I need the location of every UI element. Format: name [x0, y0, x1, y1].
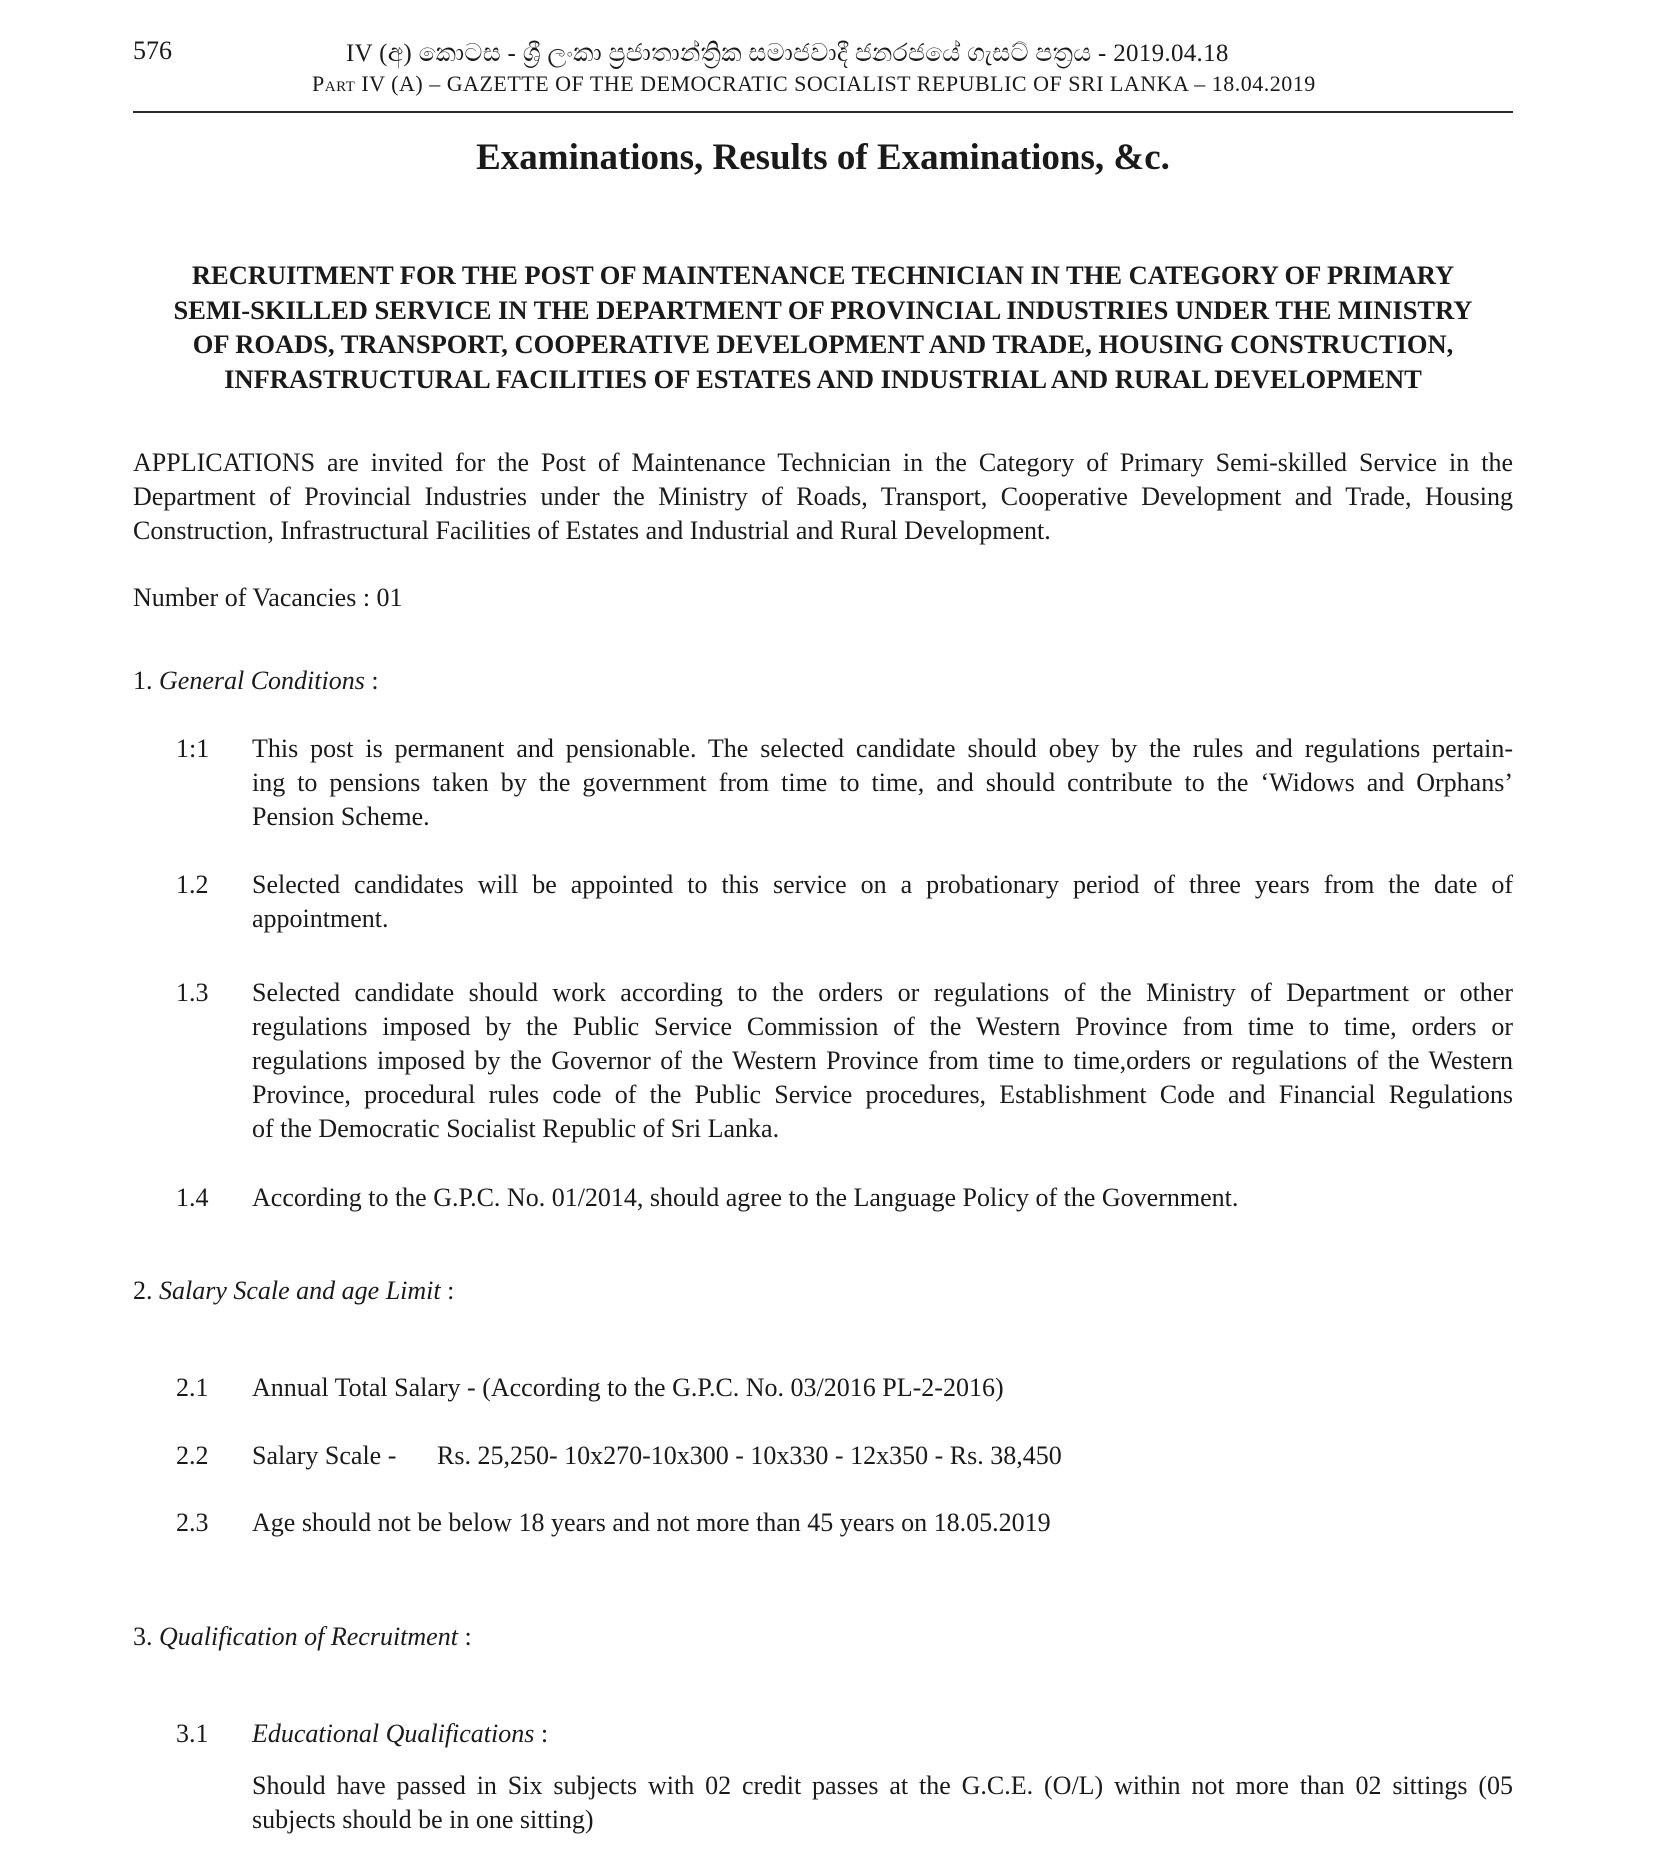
- item-text: [252, 1439, 1513, 1473]
- item-number: 1.3: [176, 978, 209, 1007]
- section-number: 2.: [133, 1276, 153, 1305]
- intro-paragraph: APPLICATIONS are invited for the Post of Maintenance Technician in the Category of Primary Semi-skilled Service in the Department of Provincial Industries under the Ministry of Roads, Transport, Cooperative Development and Trade, Housing Construction, Infrastructural Facilities of Estates and Industrial and Rural Development.: [133, 448, 1513, 545]
- subsection-colon: :: [534, 1719, 549, 1748]
- item-line: regulations imposed by the Governor of the Western Province from time to time,orders or regulations of the Western: [252, 1046, 1513, 1075]
- section-colon: :: [364, 666, 379, 695]
- salary-scale-label: Salary Scale -: [252, 1441, 397, 1470]
- item-number: 2.2: [176, 1441, 209, 1470]
- notice-heading-line: OF ROADS, TRANSPORT, COOPERATIVE DEVELOPMENT AND TRADE, HOUSING CONSTRUCTION,: [192, 329, 1454, 359]
- item-line: Selected candidates will be appointed to this service on a probationary period of three years from the date of: [252, 870, 1513, 899]
- subsection-title: Educational Qualifications: [252, 1719, 535, 1748]
- salary-scale-value: Rs. 25,250- 10x270-10x300 - 10x330 - 12x350 - Rs. 38,450: [437, 1441, 1062, 1470]
- section-title-text: Salary Scale and age Limit: [159, 1276, 441, 1305]
- section-2-heading: [133, 1276, 454, 1306]
- item-line: According to the G.P.C. No. 01/2014, should agree to the Language Policy of the Government.: [252, 1183, 1239, 1212]
- item-line: regulations imposed by the Public Service Commission of the Western Province from time to time, orders or: [252, 1012, 1513, 1041]
- item-line: appointment.: [252, 904, 389, 933]
- item-text: Age should not be below 18 years and not more than 45 years on 18.05.2019: [252, 1508, 1051, 1537]
- vacancies-count: Number of Vacancies : 01: [133, 583, 403, 612]
- item-number: 2.3: [176, 1508, 209, 1537]
- item-title: [252, 1717, 1513, 1751]
- item-line: Selected candidate should work according to the orders or regulations of the Ministry of Department or other: [252, 978, 1513, 1007]
- age-limit-item-2-3: [176, 1506, 1513, 1540]
- section-colon: :: [457, 1622, 472, 1651]
- item-line: Pension Scheme.: [252, 802, 430, 831]
- condition-1-1: [176, 732, 1513, 834]
- item-line: ing to pensions taken by the government from time to time, and should contribute to the ‘Widows and Orphans’: [252, 768, 1513, 797]
- item-text: [252, 976, 1513, 1146]
- qualification-3-1-body: [176, 1769, 1513, 1837]
- page-number: 576: [133, 36, 172, 65]
- item-text: [252, 868, 1513, 936]
- notice-heading: [133, 258, 1513, 396]
- condition-1-2: [176, 868, 1513, 936]
- section-title-text: General Conditions: [159, 666, 365, 695]
- section-number: 1.: [133, 666, 153, 695]
- section-title: Examinations, Results of Examinations, &c.: [476, 137, 1170, 178]
- item-number: 1:1: [176, 734, 210, 763]
- notice-heading-line: RECRUITMENT FOR THE POST OF MAINTENANCE TECHNICIAN IN THE CATEGORY OF PRIMARY: [191, 260, 1455, 290]
- item-text: [252, 1181, 1513, 1215]
- salary-item-2-1: [176, 1371, 1513, 1405]
- item-line: Province, procedural rules code of the Public Service procedures, Establishment Code and Financial Regulations: [252, 1080, 1513, 1109]
- section-colon: :: [440, 1276, 455, 1305]
- section-title-text: Qualification of Recruitment: [159, 1622, 458, 1651]
- section-3-heading: [133, 1622, 472, 1652]
- item-text: [252, 1769, 1513, 1837]
- salary-item-2-2: [176, 1439, 1513, 1473]
- notice-heading-line: INFRASTRUCTURAL FACILITIES OF ESTATES AND INDUSTRIAL AND RURAL DEVELOPMENT: [224, 363, 1422, 394]
- item-text: Annual Total Salary - (According to the G.P.C. No. 03/2016 PL-2-2016): [252, 1373, 1004, 1402]
- item-line: This post is permanent and pensionable. The selected candidate should obey by the rules and regulations pertain-: [252, 734, 1513, 763]
- qualification-3-1-heading: [176, 1717, 1513, 1751]
- item-number: 3.1: [176, 1719, 209, 1748]
- item-number: 2.1: [176, 1373, 209, 1402]
- header-english-rest: IV (A) – GAZETTE OF THE DEMOCRATIC SOCIALIST REPUBLIC OF SRI LANKA – 18.04.2019: [355, 71, 1316, 96]
- section-1-heading: [133, 666, 379, 696]
- item-line: subjects should be in one sitting): [252, 1805, 594, 1834]
- gazette-header-english: [312, 71, 1316, 97]
- header-divider: [133, 111, 1513, 113]
- header-part-label: Part: [312, 71, 356, 96]
- notice-heading-line: SEMI-SKILLED SERVICE IN THE DEPARTMENT OF PROVINCIAL INDUSTRIES UNDER THE MINISTRY: [173, 294, 1473, 325]
- item-number: 1.2: [176, 870, 209, 899]
- condition-1-3: [176, 976, 1513, 1146]
- section-number: 3.: [133, 1622, 153, 1651]
- item-text: [252, 732, 1513, 834]
- gazette-header-sinhala: IV (අ) කොටස - ශ්‍රී ලංකා ප්‍රජාතාන්ත්‍රික සමාජවාදී ජනරජයේ ගැසට් පත්‍රය - 2019.04.18: [346, 40, 1229, 67]
- item-line: of the Democratic Socialist Republic of Sri Lanka.: [252, 1114, 780, 1143]
- item-number: 1.4: [176, 1183, 209, 1212]
- condition-1-4: [176, 1181, 1513, 1215]
- item-line: Should have passed in Six subjects with 02 credit passes at the G.C.E. (O/L) within not more than 02 sittings (05: [252, 1771, 1513, 1800]
